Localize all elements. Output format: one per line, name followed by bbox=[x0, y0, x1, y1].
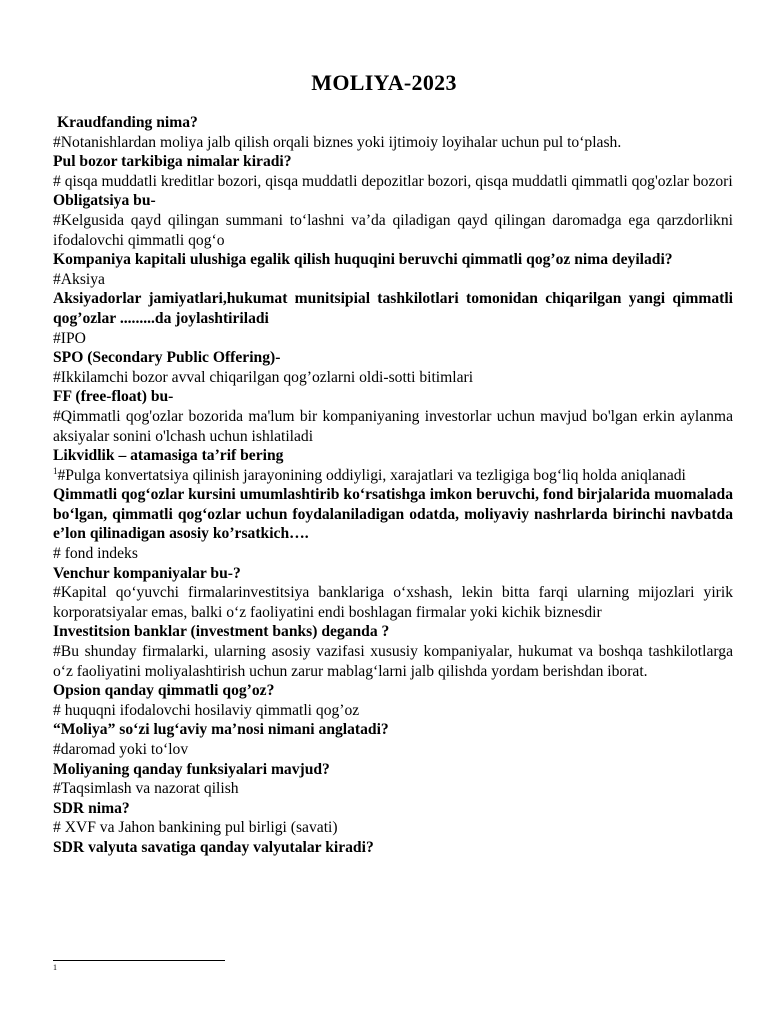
answer-text: #Aksiya bbox=[53, 270, 105, 288]
answer-text: # huquqni ifodalovchi hosilaviy qimmatli qog’oz bbox=[53, 701, 360, 719]
question-text: Pul bozor tarkibiga nimalar kiradi? bbox=[53, 153, 292, 171]
question-text: Kompaniya kapitali ulushiga egalik qilish huquqini beruvchi qimmatli qog’oz nima deyiladi? bbox=[53, 251, 673, 269]
footnote-divider bbox=[53, 960, 225, 961]
question-text: Moliyaning qanday funksiyalari mavjud? bbox=[53, 760, 330, 778]
answer-text: #daromad yoki to‘lov bbox=[53, 741, 189, 758]
answer-text: # fond indeks bbox=[53, 545, 138, 563]
question-text: Venchur kompaniyalar bu-? bbox=[53, 564, 241, 582]
answer-text: #Ikkilamchi bozor avval chiqarilgan qog’ozlarni oldi-sotti bitimlari bbox=[53, 368, 474, 386]
answer-text: # qisqa muddatli kreditlar bozori, qisqa muddatli depozitlar bozori, qisqa muddatli qimmatli qog'ozlar bozori bbox=[53, 172, 733, 190]
answer-text: #Kapital qo‘yuvchi firmalarinvestitsiya banklariga o‘xshash, lekin bitta farqi ularning mijozlari yirik korporatsiyalar emas, balki o‘z faoliyatini endi boshlagan firmalar yoki kichik biznesdir bbox=[53, 584, 733, 621]
question-text: SDR nima? bbox=[53, 799, 130, 817]
question-text: Likvidlik – atamasiga ta’rif bering bbox=[53, 447, 284, 465]
page-title: MOLIYA-2023 bbox=[311, 70, 457, 95]
answer-text: #Notanishlardan moliya jalb qilish orqali biznes yoki ijtimoiy loyihalar uchun pul to‘plash. bbox=[53, 133, 622, 151]
answer-text bbox=[53, 466, 733, 486]
question-text: Investitsion banklar (investment banks) deganda ? bbox=[53, 623, 390, 641]
question-text: “Moliya” so‘zi lug‘aviy ma’nosi nimani anglatadi? bbox=[53, 721, 389, 739]
question-text: Qimmatli qog‘ozlar kursini umumlashtirib ko‘rsatishga imkon beruvchi, fond birjalarida muomalada bo‘lgan, qimmatli qog‘ozlar uchun foydalaniladigan odatda, moliyaviy nashrlarda birinchi navbatda e’lon qilinadigan asosiy ko’rsatkich…. bbox=[53, 486, 733, 543]
answer-text: # XVF va Jahon bankining pul birligi (savati) bbox=[53, 819, 338, 837]
answer-body: #Pulga konvertatsiya qilinish jarayonining oddiyligi, xarajatlari va tezligiga bog‘liq holda aniqlanadi bbox=[57, 466, 686, 484]
answer-text: #Qimmatli qog'ozlar bozorida ma'lum bir kompaniyaning investorlar uchun mavjud bo'lgan erkin aylanma aksiyalar sonini o'lchash uchun ishlatiladi bbox=[53, 407, 733, 445]
question-text: SPO (Secondary Public Offering)- bbox=[53, 349, 281, 367]
answer-text: #Taqsimlash va nazorat qilish bbox=[53, 780, 239, 798]
question-text: Obligatsiya bu- bbox=[53, 192, 156, 210]
answer-text: #Bu shunday firmalarki, ularning asosiy vazifasi xususiy kompaniyalar, hukumat va boshqa tashkilotlarga o‘z faoliyatini moliyalashtirish uchun zarur mablag‘larni jalb qilishda yordam berishdan iborat. bbox=[53, 643, 733, 680]
question-text: Kraudfanding nima? bbox=[57, 114, 198, 131]
question-text: SDR valyuta savatiga qanday valyutalar kiradi? bbox=[53, 838, 374, 856]
footnote-number: 1 bbox=[53, 963, 57, 972]
question-text: Opsion qanday qimmatli qog’oz? bbox=[53, 682, 275, 700]
qa-list bbox=[53, 113, 733, 858]
answer-text: #Kelgusida qayd qilingan summani to‘lashni va’da qiladigan qayd qilingan daromadga ega qarzdorlikni ifodalovchi qimmatli qog‘o bbox=[53, 211, 733, 249]
footnote-reference: 1 bbox=[53, 465, 58, 476]
answer-text: #IPO bbox=[53, 329, 86, 347]
question-text: Aksiyadorlar jamiyatlari,hukumat munitsipial tashkilotlari tomonidan chiqarilgan yangi qimmatli qog’ozlar .........da joylashtiriladi bbox=[53, 290, 733, 327]
question-text: FF (free-float) bu- bbox=[53, 388, 174, 406]
